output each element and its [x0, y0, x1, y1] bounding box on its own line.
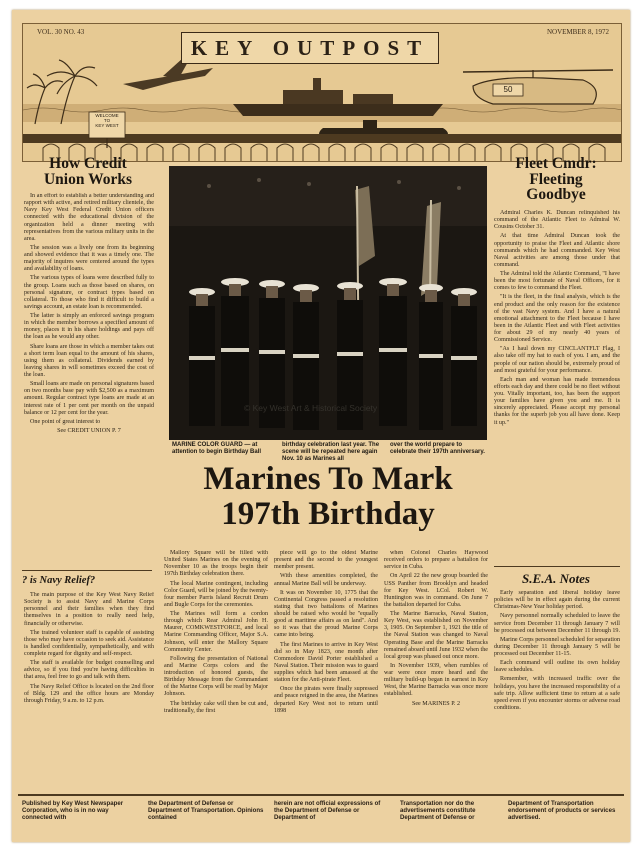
relief-headline: ? is Navy Relief? [22, 575, 96, 586]
marines-paragraph: On April 22 the new group boarded the USS Panther from Brooklyn and headed for Key West. LCol. Robert W. Huntington was in command. On June 7 the battalion departed for Cuba. [384, 573, 488, 608]
fleet-paragraph: At that time Admiral Duncan took the opportunity to praise the Fleet and Atlantic shore commands which he had commanded. Key West Naval activities are among those under that command. [494, 233, 620, 268]
helicopter-number: 50 [503, 85, 513, 94]
fleet-paragraph: Each man and woman has made tremendous efforts each day and there could be no fleet without you. Vitally important, too, has been the support your families have given you and me. It is sincerely appreciated. Please accept my personal thanks for the superb job you all have done. Keep it up." [494, 376, 620, 426]
credit-paragraph: The session was a lively one from its beginning and showed evidence that it was a timely one. The majority of inquires were centered around the types and availability of loans. [24, 244, 154, 273]
welcome-sign [89, 114, 125, 129]
sea-paragraph: Each command will outline its own holiday leave schedules. [494, 660, 620, 674]
sea-notes-body [494, 590, 620, 790]
relief-paragraph: The Navy Relief Office is located on the 2nd floor of Bldg. 129 and the office hours are Monday through Friday, 9 a.m. to 12 p.m. [24, 683, 154, 704]
sea-paragraph: Navy personnel normally scheduled to leave the service from December 11 through January 7 will be processed out between December 11 through 19. [494, 613, 620, 634]
footer-col-4: Transportation nor do the advertisements constitute Department of Defense or [400, 800, 476, 822]
fleet-article-body [494, 210, 620, 560]
fleet-headline-line3: Goodbye [526, 186, 586, 203]
newspaper-page [12, 10, 630, 842]
marines-headline-line1: Marines To Mark [203, 461, 453, 497]
divider [494, 566, 620, 567]
marines-paragraph: In November 1939, when rumbles of war were once more heard and the military build-up began in earnest in Key West, the Marine Barracks was once more established. [384, 662, 488, 698]
marines-headline [162, 462, 494, 531]
photo-caption-right: over the world prepare to celebrate their 197th anniversary. [390, 442, 485, 455]
marines-paragraph: The birthday cake will then be cut and, traditionally, the first [164, 700, 268, 714]
photo-image [169, 166, 487, 440]
relief-paragraph: The main purpose of the Key West Navy Relief Society is to assist Navy and Marine Corps personnel and their families when they find themselves in a position to really need help, financially or otherwise. [24, 592, 154, 627]
relief-article-body [24, 592, 154, 790]
fleet-headline-line2: Fleeting [529, 170, 583, 188]
volume-number: VOL. 30 NO. 43 [37, 28, 85, 36]
fleet-headline [490, 156, 622, 203]
footer-col-3: herein are not official expressions of the Department of Defense or Department of [274, 800, 381, 822]
credit-headline [20, 156, 156, 187]
credit-paragraph: The latter is simply an enforced savings program in which the member borrows a specified amount of money, places it in his share holdings and pays off the loan as he would any other. [24, 313, 154, 341]
marines-paragraph: piece will go to the oldest Marine present and the second to the youngest member present. [274, 550, 378, 571]
credit-paragraph: One point of great interest to [30, 418, 101, 425]
fleet-paragraph: "As I haul down my CINCLANTFLT Flag, I also take off my hat to each of you. I am, and the people of our nation should be, extremely proud of and most grateful for your performance. [494, 346, 620, 374]
sign-line-3: KEY WEST [95, 122, 119, 128]
sign-line-2: TO [103, 117, 111, 123]
marines-column-1 [164, 550, 268, 790]
credit-article-body [24, 193, 154, 573]
credit-paragraph: Small loans are made on personal signatures based on two months base pay with $2,500 as a maximum amount. Regular contract type loans are made at an interest rate of 1 per cent per month on the unpaid balance or 12 per cent for the year. [24, 381, 154, 416]
credit-headline-line2: Union Works [43, 170, 132, 188]
relief-paragraph: The staff is available for budget counselling and advice, so if you find you're having difficulties in that area, feel free to go and talk with them. [24, 660, 154, 681]
sea-paragraph: Early separation and liberal holiday leave policies will be in effect again during the current Christmas-New Year holiday period. [494, 590, 620, 611]
marines-column-2 [274, 550, 378, 790]
marines-headline-line2: 197th Birthday [221, 495, 435, 532]
credit-paragraph: Share loans are those in which a member takes out a short term loan equal to the amount of his shares, using them as collateral. Dividends earned by leaving shares in will sometimes exceed the cost of the loan. [24, 343, 154, 378]
photo-caption-left: MARINE COLOR GUARD — at attention to begin Birthday Ball [172, 442, 262, 455]
fleet-headline-line1: Fleet Cmdr: [515, 155, 597, 172]
marines-paragraph: The local Marine contingent, including Color Guard, will be joined by the twenty-four member Parris Island Recruit Drum and Bugle Corps for the ceremonies. [164, 580, 268, 608]
sea-paragraph: Remember, with increased traffic over the holidays, you have the increased responsibility of a safe trip. Allow sufficient time to return at a safe speed even if you encounter storms or adverse road conditions. [494, 676, 620, 711]
divider [22, 570, 152, 571]
marines-paragraph: The first Marines to arrive in Key West did so in May 1823, one month after Commodore David Porter established a Naval Station. Their mission was to guard supplies which had been amassed at the station for the Anti-pirate Fleet. [274, 641, 378, 684]
marines-continued: See MARINES P. 2 [411, 700, 461, 707]
sea-paragraph: Marine Corps personnel scheduled for separation during December 11 through January 5 will be processed out December 11-15. [494, 636, 620, 657]
relief-paragraph: The trained volunteer staff is capable of assisting those who may have occasion to seek aid. Assistance is handled confidentially, sympathetically, and with complete regard for dignity and self-respect. [24, 629, 154, 657]
footer-col-5: Department of Transportation endorsement of products or services advertised. [508, 800, 616, 822]
watermark: © Key West Art & Historical Society [244, 403, 378, 413]
fleet-paragraph: "It is the fleet, in the final analysis, which is the end product and the only reason for the existence of the vast Navy system. And I have a natural emotional attachment to the Fleet because I have been in the Atlantic Fleet and with Fleet activities for about 29 of my nearly 40 years of Commissioned Service. [494, 294, 620, 344]
fleet-paragraph: The Admiral told the Atlantic Command, "I have been the most fortunate of Naval Officers, for it comes to few to command the Fleet. [494, 271, 620, 292]
footer-rule [18, 794, 624, 796]
footer-col-1: Published by Key West Newspaper Corporation, who is in no way connected with [22, 800, 124, 822]
credit-continued: See CREDIT UNION P. 7 [57, 427, 121, 434]
marines-paragraph: Following the presentation of National and Marine Corps colors and the introduction of honored guests, the Birthday Message from the Commandant of the Marine Corps will be read by Major Johnson. [164, 655, 268, 698]
marine-color-guard-photo [169, 166, 487, 440]
marines-paragraph: With these amenities completed, the annual Marine Ball will be underway. [274, 573, 378, 587]
footer-col-2: the Department of Defense or Department of Transportation. Opinions contained [148, 800, 264, 822]
issue-date: NOVEMBER 8, 1972 [546, 28, 609, 36]
marines-paragraph: The Marine Barracks, Naval Station, Key West, was established on November 3, 1905. On September 1, 1921 the title of the Naval Station was changed to Naval Operating Base and the Marine Barracks remained aboard until June 1932 when the local group was phased out once more. [384, 611, 488, 660]
credit-headline-line1: How Credit [49, 155, 127, 172]
credit-paragraph: The various types of loans were described fully to the group. Loans such as those based on shares, on personal signature, or contract types based on collateral. To those who find it difficult to build a savings account, an estate loan is recommended. [24, 275, 154, 310]
newspaper-title: KEY OUTPOST [190, 35, 430, 60]
marines-paragraph: It was on November 10, 1775 that the Continental Congress passed a resolution stating that two battalions of Marines should be raised who would be "equally good at maritime affairs as on land". And so it was that the proud Marine Corps came into being. [274, 589, 378, 639]
credit-paragraph: In an effort to establish a better understanding and rapport with active, and retired military clientele, the Navy Key West Federal Credit Union officers connected with the educational division of the organization held a dinner meeting with representatives from the various military units in the area. [24, 193, 154, 242]
photo-caption-mid: birthday celebration last year. The scene will be repeated here again Nov. 10 as Marines all [282, 442, 380, 462]
fleet-paragraph: Admiral Charles K. Duncan relinquished his command of the Atlantic Fleet to Admiral W. Cousins October 31. [494, 210, 620, 231]
sea-notes-headline: S.E.A. Notes [522, 571, 590, 586]
masthead [22, 23, 622, 162]
sign-line-1: WELCOME [95, 113, 119, 118]
marines-column-3 [384, 550, 488, 790]
masthead-title-box [181, 32, 439, 64]
marines-paragraph: Mallory Square will be filled with United States Marines on the evening of November 10 as the troops begin their 197th Birthday celebration there. [164, 550, 268, 578]
marines-paragraph: Once the pirates were finally supressed and peace reigned in the area, the Marines departed Key West not to return until 1898 [274, 686, 378, 714]
marines-paragraph: The Marines will form a cordon through which Rear Admiral John H. Maurer, COMKWESTFORCE, and local Marine Commanding Officer, Major S.A. Johnson, will enter the Mallory Square Community Center. [164, 611, 268, 653]
marines-paragraph: when Colonel Charles Haywood received orders to prepare a battalion for service in Cuba. [384, 550, 488, 571]
